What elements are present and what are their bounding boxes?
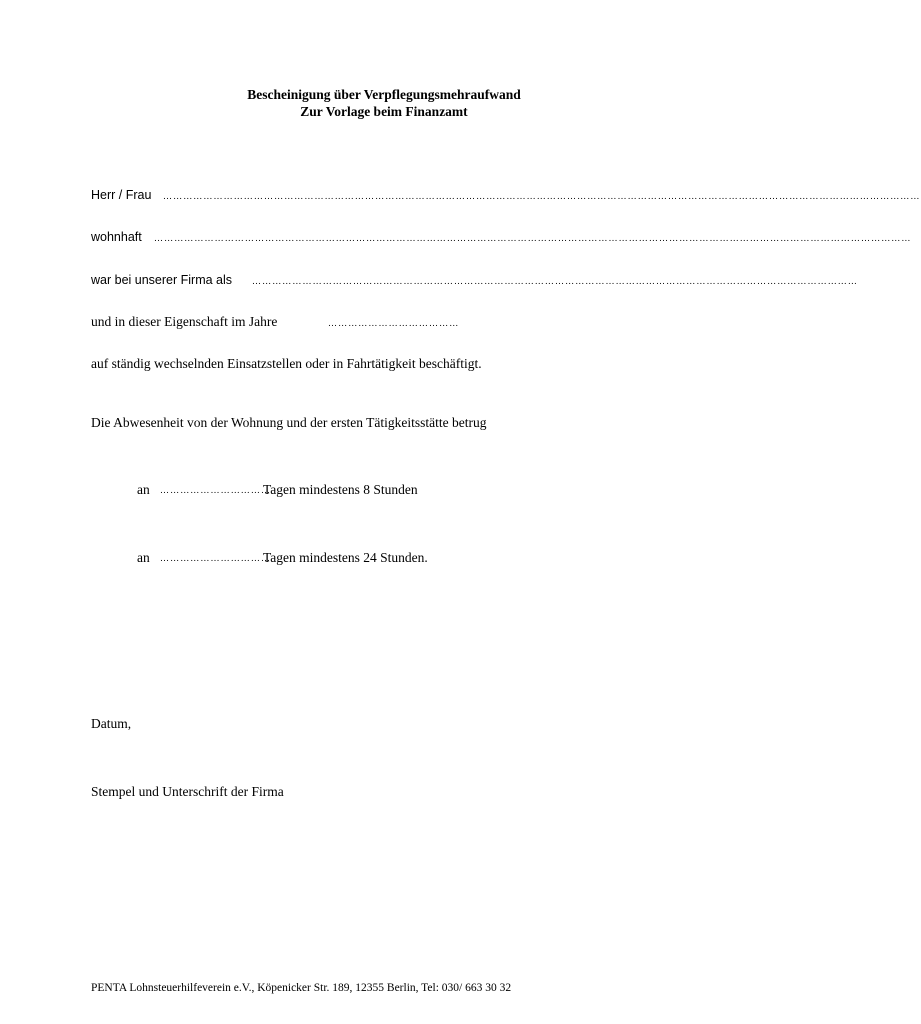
name-label: Herr / Frau <box>91 188 152 202</box>
position-fill-line: ……………………………………………………………………………………………………………………………………………………………… <box>252 276 858 286</box>
year-fill-line: ………………………………… <box>328 318 460 328</box>
footer-address: PENTA Lohnsteuerhilfeverein e.V., Köpenicker Str. 189, 12355 Berlin, Tel: 030/ 663 30 32 <box>91 982 512 994</box>
document-title: Bescheinigung über Verpflegungsmehraufwand <box>247 87 521 102</box>
absence-row1-prefix: an <box>137 482 150 497</box>
absence-row1-text: Tagen mindestens 8 Stunden <box>263 482 418 497</box>
position-label: war bei unserer Firma als <box>91 273 233 287</box>
absence-row2-prefix: an <box>137 550 150 565</box>
residence-fill-line: ……………………………………………………………………………………………………………………………………………………………………………………………………… <box>154 233 912 243</box>
stamp-signature-label: Stempel und Unterschrift der Firma <box>91 784 284 799</box>
date-label: Datum, <box>91 716 132 731</box>
absence-intro: Die Abwesenheit von der Wohnung und der ersten Tätigkeitsstätte betrug <box>91 415 487 430</box>
absence-row2-fill-line: …………………………… <box>160 553 272 563</box>
year-label: und in dieser Eigenschaft im Jahre <box>91 314 278 329</box>
employment-statement: auf ständig wechselnden Einsatzstellen oder in Fahrtätigkeit beschäftigt. <box>91 356 482 371</box>
residence-label: wohnhaft <box>91 230 142 244</box>
absence-row1-fill-line: …………………………… <box>160 485 272 495</box>
absence-row2-text: Tagen mindestens 24 Stunden. <box>263 550 428 565</box>
document-subtitle: Zur Vorlage beim Finanzamt <box>300 104 468 119</box>
name-fill-line: ……………………………………………………………………………………………………………………………………………………………………………………………………… <box>163 191 921 201</box>
